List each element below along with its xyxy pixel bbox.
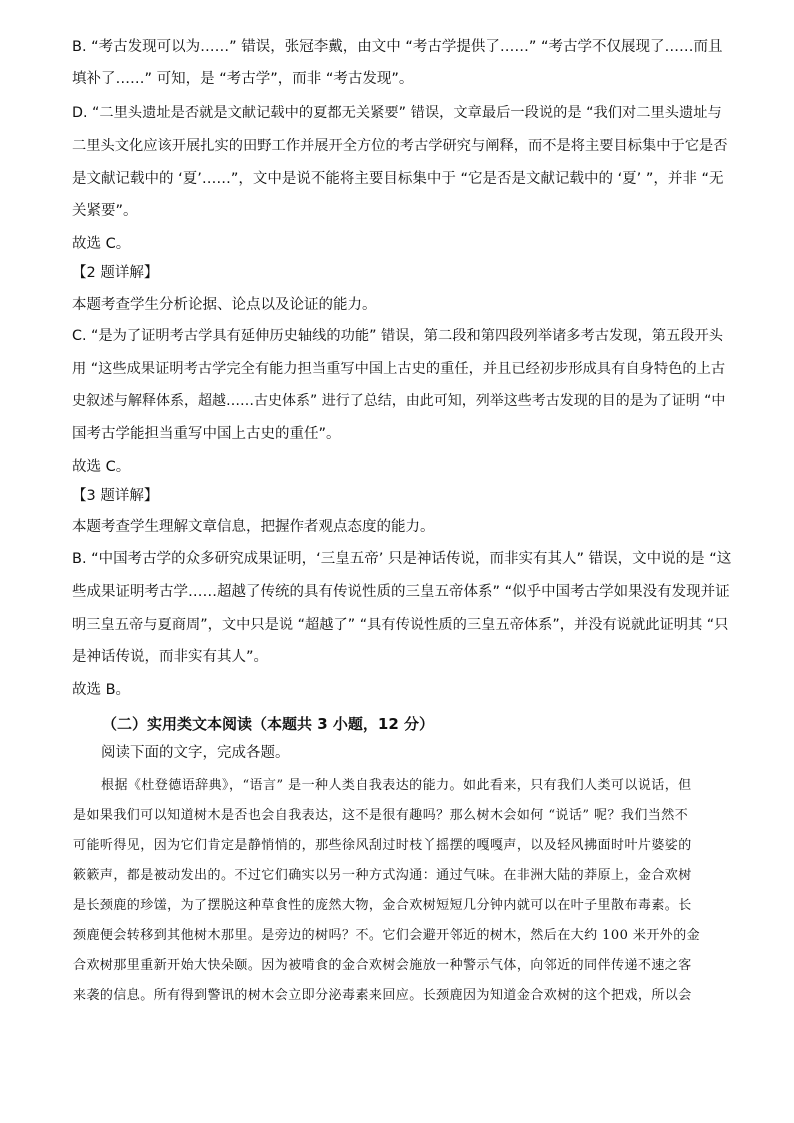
text-line: B. “中国考古学的众多研究成果证明，‘三皇五帝’ 只是神话传说，而非实有其人” 错误，文中说的是 “这	[72, 551, 732, 567]
passage-line: 来袭的信息。所有得到警讯的树木会立即分泌毒素来回应。长颈鹿因为知道金合欢树的这个把戏，所以会	[73, 988, 692, 1003]
text-line: 史叙述与解释体系，超越……古史体系” 进行了总结，由此可知，列举这些考古发现的目的是为了证明 “中	[72, 393, 726, 409]
passage-line: 簌簌声，都是被动发出的。不过它们确实以另一种方式沟通：通过气味。在非洲大陆的莽原上，金合欢树	[73, 868, 692, 883]
text-line: 关紧要”。	[72, 203, 138, 219]
text-line: 故选 B。	[72, 682, 131, 698]
instruction-line: 阅读下面的文字，完成各题。	[101, 745, 290, 761]
passage-line: 合欢树那里重新开始大快朵颐。因为被啃食的金合欢树会施放一种警示气体，向邻近的同伴传递不速之客	[73, 958, 692, 973]
text-line: 故选 C。	[72, 236, 131, 252]
text-line: 明三皇五帝与夏商周”，文中只是说 “超越了” “具有传说性质的三皇五帝体系”，并没有说就此证明其 “只	[72, 617, 729, 633]
text-line: 本题考查学生分析论据、论点以及论证的能力。	[72, 297, 377, 313]
text-line: 填补了……” 可知，是 “考古学”，而非 “考古发现”。	[72, 71, 414, 87]
text-line: 二里头文化应该开展扎实的田野工作并展开全方位的考古学研究与阐释，而不是将主要目标集中于它是否	[72, 138, 728, 154]
text-line: 故选 C。	[72, 459, 131, 475]
passage-line: 根据《杜登德语辞典》，“语言” 是一种人类自我表达的能力。如此看来，只有我们人类可以说话，但	[101, 778, 692, 793]
section-heading-2: 【2 题详解】	[72, 265, 159, 281]
text-line: 些成果证明考古学……超越了传统的具有传说性质的三皇五帝体系” “似乎中国考古学如果没有发现并证	[72, 584, 730, 600]
text-line: 国考古学能担当重写中国上古史的重任”。	[72, 426, 341, 442]
text-line: 是神话传说，而非实有其人”。	[72, 649, 269, 665]
passage-line: 是长颈鹿的珍馐，为了摆脱这种草食性的庞然大物，金合欢树短短几分钟内就可以在叶子里散布毒素。长	[73, 898, 692, 913]
part-heading: （二）实用类文本阅读（本题共 3 小题，12 分）	[102, 715, 434, 733]
passage-line: 可能听得见，因为它们肯定是静悄悄的，那些徐风刮过时枝丫摇摆的嘎嘎声，以及轻风拂面时叶片婆娑的	[73, 838, 692, 853]
section-heading-3: 【3 题详解】	[72, 488, 159, 504]
text-line: 本题考查学生理解文章信息，把握作者观点态度的能力。	[72, 519, 435, 535]
text-line: 用 “这些成果证明考古学完全有能力担当重写中国上古史的重任，并且已经初步形成具有自身特色的上古	[72, 361, 726, 377]
text-line: C. “是为了证明考古学具有延伸历史轴线的功能” 错误，第二段和第四段列举诸多考古发现，第五段开头	[72, 328, 724, 344]
text-line: 是文献记载中的 ‘夏’……”，文中是说不能将主要目标集中于 “它是否是文献记载中的 ‘夏’ ”，并非 “无	[72, 171, 724, 187]
text-line: B. “考古发现可以为……” 错误，张冠李戴，由文中 “考古学提供了……” “考古学不仅展现了……而且	[72, 39, 723, 55]
passage-line: 颈鹿便会转移到其他树木那里。是旁边的树吗？不。它们会避开邻近的树木，然后在大约 100 米开外的金	[73, 928, 701, 943]
text-line: D. “二里头遗址是否就是文献记载中的夏都无关紧要” 错误，文章最后一段说的是 “我们对二里头遗址与	[72, 105, 722, 121]
passage-line: 是如果我们可以知道树木是否也会自我表达，这不是很有趣吗？那么树木会如何 “说话” 呢？我们当然不	[73, 808, 689, 823]
